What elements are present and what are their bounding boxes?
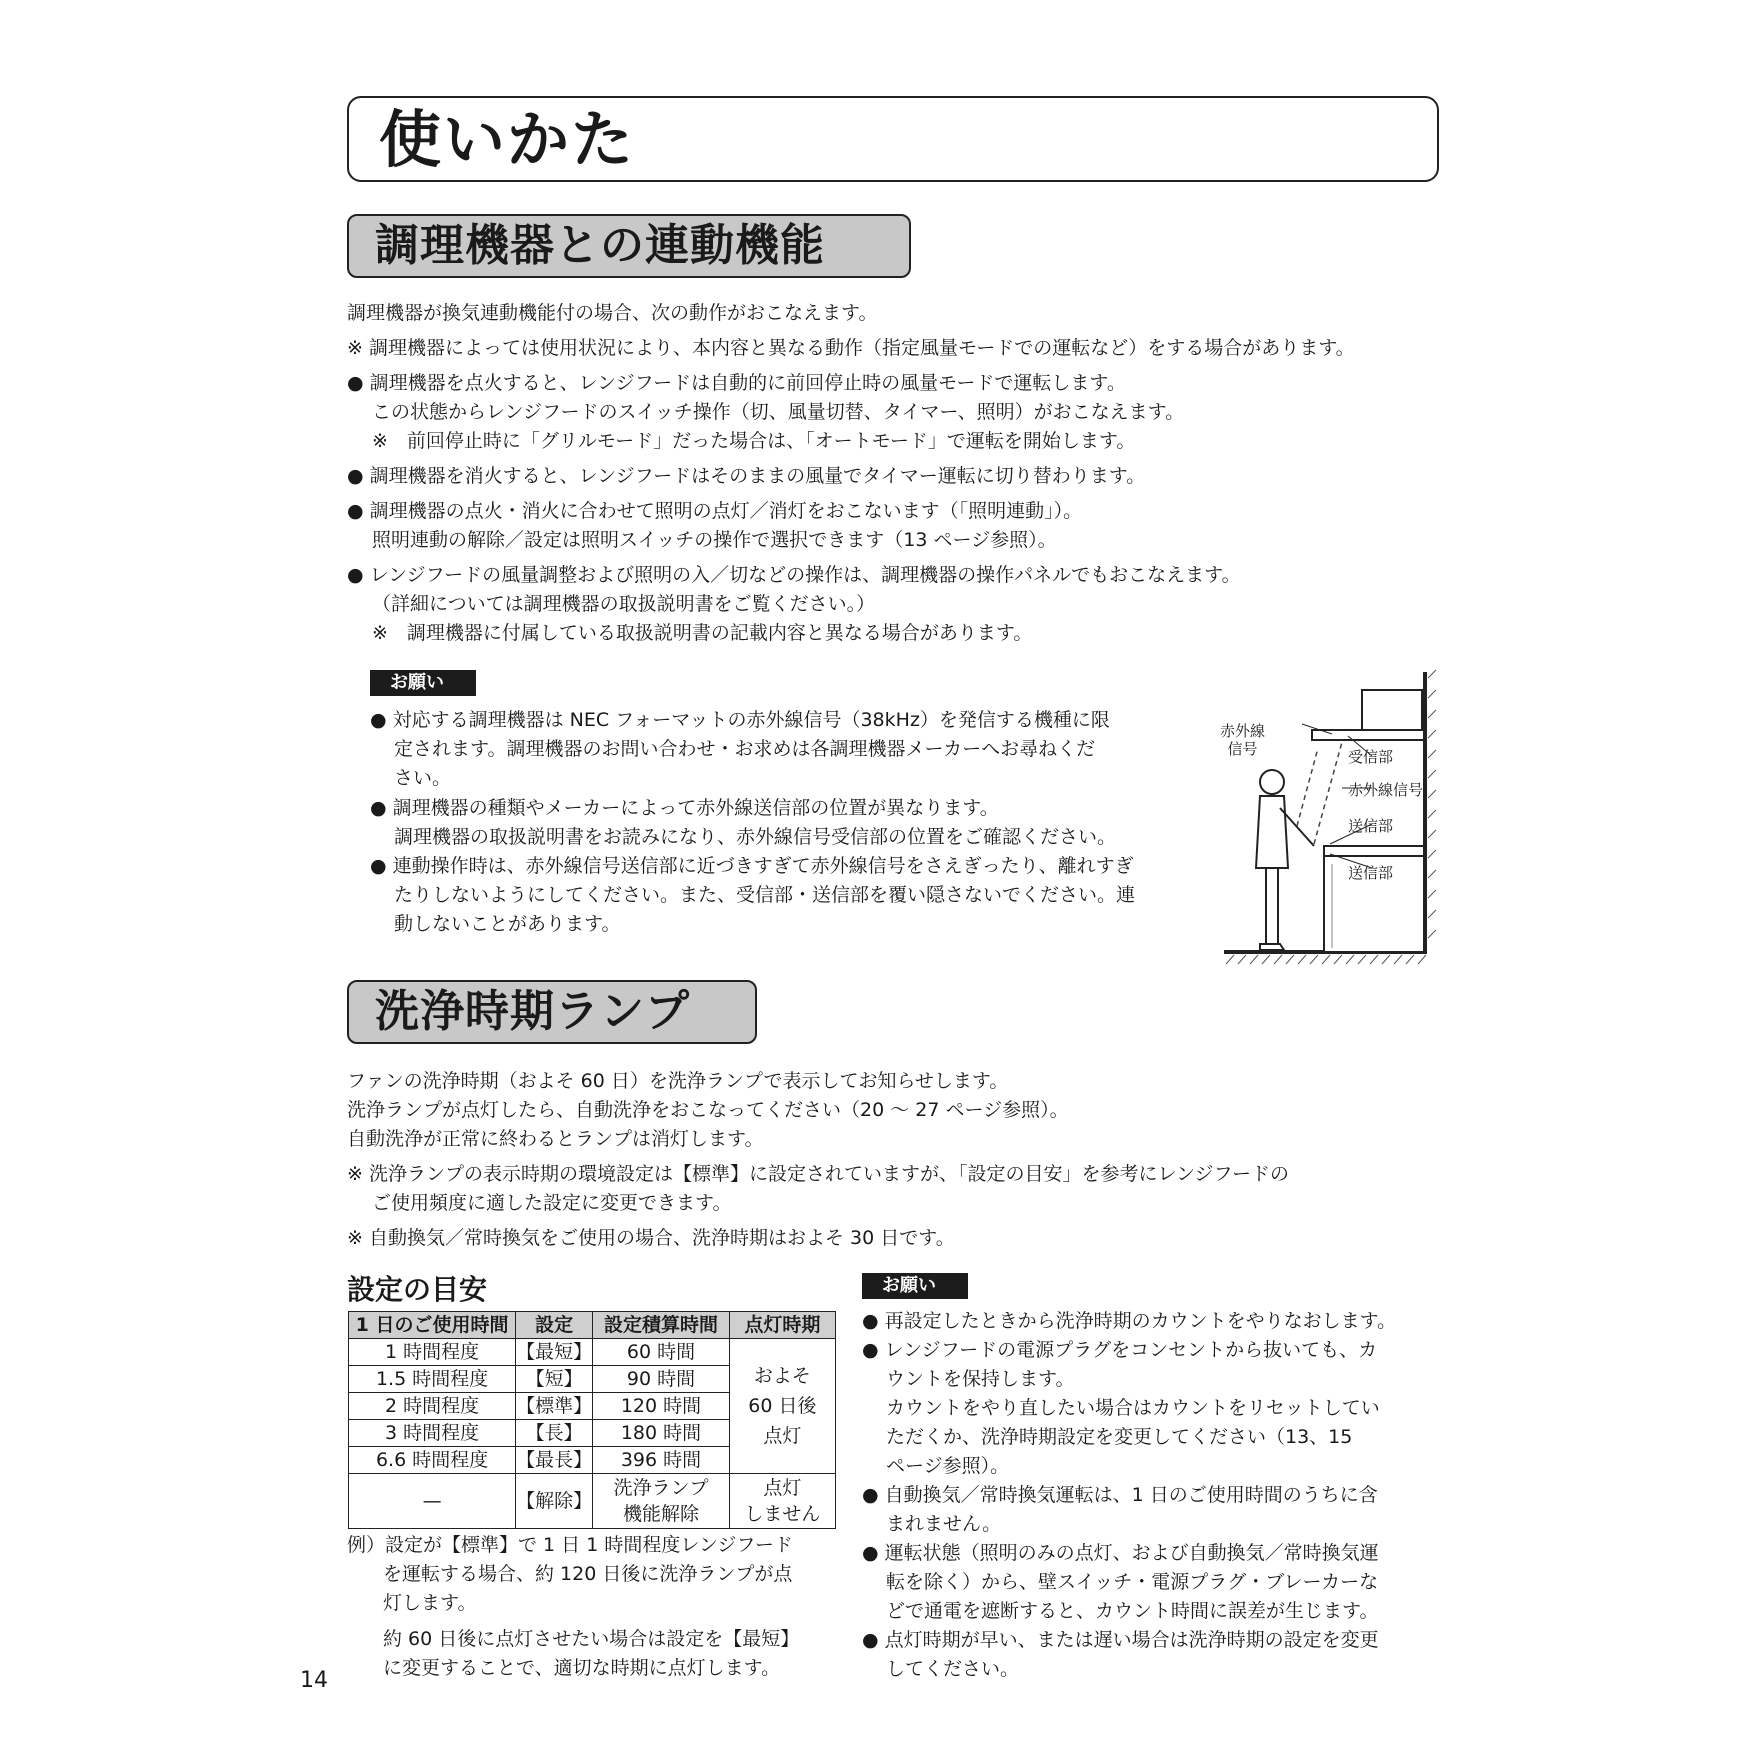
request-continuation: たりしないようにしてください。また、受信部・送信部を覆い隠さないでください。連: [394, 884, 1136, 906]
page-number: 14: [300, 1668, 328, 1693]
request-item: ● 調理機器の種類やメーカーによって赤外線送信部の位置が異なります。: [370, 797, 999, 819]
request-item: ● レンジフードの電源プラグをコンセントから抜いても、カ: [862, 1339, 1378, 1361]
cell-usage: 6.6 時間程度: [349, 1447, 516, 1474]
request-continuation: カウントをやり直したい場合はカウントをリセットしてい: [886, 1397, 1380, 1419]
request-continuation: 定されます。調理機器のお問い合わせ・お求めは各調理機器メーカーへお尋ねくだ: [394, 738, 1096, 760]
cell-usage: —: [349, 1474, 516, 1529]
request-continuation: 転を除く）から、壁スイッチ・電源プラグ・ブレーカーな: [886, 1571, 1379, 1593]
request-continuation: 調理機器の取扱説明書をお読みになり、赤外線信号受信部の位置をご確認ください。: [394, 826, 1117, 848]
request-continuation: ページ参照）。: [886, 1455, 1010, 1477]
request-item: ● 再設定したときから洗浄時期のカウントをやりなおします。: [862, 1310, 1397, 1332]
diagram-label-receiver: 受信部: [1348, 748, 1394, 766]
request-item: ● 連動操作時は、赤外線信号送信部に近づきすぎて赤外線信号をさえぎったり、離れすぎ: [370, 855, 1134, 877]
bullet-continuation: 照明連動の解除／設定は照明スイッチの操作で選択できます（13 ページ参照）。: [372, 529, 1057, 551]
request-badge: お願い: [370, 670, 476, 696]
cell-setting: 【解除】: [516, 1474, 593, 1529]
cell-usage: 1.5 時間程度: [349, 1366, 516, 1393]
body-text: ファンの洗浄時期（およそ 60 日）を洗浄ランプで表示してお知らせします。: [347, 1070, 1009, 1092]
bullet-continuation: （詳細については調理機器の取扱説明書をご覧ください。）: [372, 593, 876, 615]
cell-setting: 【長】: [516, 1420, 593, 1447]
note-continuation: ご使用頻度に適した設定に変更できます。: [372, 1192, 732, 1214]
cell-hours: 180 時間: [593, 1420, 730, 1447]
request-item: ● 点灯時期が早い、または遅い場合は洗浄時期の設定を変更: [862, 1629, 1379, 1651]
request-item: ● 運転状態（照明のみの点灯、および自動換気／常時換気運: [862, 1542, 1379, 1564]
table-header-row: [349, 1312, 836, 1339]
table-title: 設定の目安: [347, 1273, 488, 1306]
table-row: [349, 1474, 836, 1529]
cell-setting: 【標準】: [516, 1393, 593, 1420]
example-text: 例）設定が【標準】で 1 日 1 時間程度レンジフード: [347, 1534, 793, 1556]
request-continuation: どで通電を遮断すると、カウント時間に誤差が生じます。: [886, 1600, 1379, 1622]
header-setting: 設定: [516, 1312, 593, 1339]
header-usage: 1 日のご使用時間: [349, 1312, 516, 1339]
cell-hours: 洗浄ランプ 機能解除: [593, 1474, 730, 1529]
bullet-continuation: この状態からレンジフードのスイッチ操作（切、風量切替、タイマー、照明）がおこなえます。: [372, 401, 1185, 423]
cell-timing: 点灯 しません: [729, 1474, 835, 1529]
example-text: 約 60 日後に点灯させたい場合は設定を【最短】: [383, 1628, 800, 1650]
body-text: 自動洗浄が正常に終わるとランプは消灯します。: [347, 1128, 764, 1150]
cell-hours: 60 時間: [593, 1339, 730, 1366]
cell-usage: 3 時間程度: [349, 1420, 516, 1447]
note-text: ※ 前回停止時に「グリルモード」だった場合は、「オートモード」で運転を開始します。: [372, 430, 1136, 452]
page-title-box: [347, 96, 1439, 182]
cell-hours: 120 時間: [593, 1393, 730, 1420]
note-text: ※ 調理機器によっては使用状況により、本内容と異なる動作（指定風量モードでの運転など）をする場合があります。: [347, 337, 1355, 359]
cell-hours: 396 時間: [593, 1447, 730, 1474]
request-continuation: 動しないことがあります。: [394, 913, 621, 935]
request-continuation: さい。: [394, 767, 452, 789]
cell-setting: 【最長】: [516, 1447, 593, 1474]
request-badge: お願い: [862, 1273, 968, 1299]
cell-timing-merged: およそ 60 日後 点灯: [729, 1339, 835, 1474]
cell-usage: 2 時間程度: [349, 1393, 516, 1420]
bullet-item: ● 調理機器を消火すると、レンジフードはそのままの風量でタイマー運転に切り替わります。: [347, 465, 1146, 487]
section-heading-interlock: 調理機器との連動機能: [347, 214, 911, 278]
request-continuation: まれません。: [886, 1513, 1002, 1535]
request-continuation: してください。: [886, 1658, 1020, 1680]
note-text: ※ 調理機器に付属している取扱説明書の記載内容と異なる場合があります。: [372, 622, 1033, 644]
settings-table: [348, 1311, 836, 1529]
cell-hours: 90 時間: [593, 1366, 730, 1393]
example-text: 灯します。: [383, 1592, 477, 1614]
header-hours: 設定積算時間: [593, 1312, 730, 1339]
header-timing: 点灯時期: [729, 1312, 835, 1339]
kitchen-illustration: [1222, 668, 1442, 968]
table-row: [349, 1339, 836, 1366]
cell-usage: 1 時間程度: [349, 1339, 516, 1366]
request-continuation: ただくか、洗浄時期設定を変更してください（13、15: [886, 1426, 1353, 1448]
bullet-item: ● レンジフードの風量調整および照明の入／切などの操作は、調理機器の操作パネルでもおこなえます。: [347, 564, 1241, 586]
diagram-label-transmitter: 送信部: [1348, 864, 1394, 882]
note-text: ※ 自動換気／常時換気をご使用の場合、洗浄時期はおよそ 30 日です。: [347, 1227, 955, 1249]
request-continuation: ウントを保持します。: [886, 1368, 1075, 1390]
diagram-label-ir-signal-right: 赤外線信号: [1348, 781, 1424, 799]
cell-setting: 【短】: [516, 1366, 593, 1393]
note-text: ※ 洗浄ランプの表示時期の環境設定は【標準】に設定されていますが、「設定の目安」を参考にレンジフードの: [347, 1163, 1289, 1185]
body-text: 洗浄ランプが点灯したら、自動洗浄をおこなってください（20 ～ 27 ページ参照）。: [347, 1099, 1069, 1121]
page-title: 使いかた: [379, 103, 636, 176]
diagram-label-ir-signal: 赤外線 信号: [1220, 722, 1266, 758]
request-item: ● 自動換気／常時換気運転は、1 日のご使用時間のうちに含: [862, 1484, 1378, 1506]
example-text: に変更することで、適切な時期に点灯します。: [383, 1657, 781, 1679]
cell-setting: 【最短】: [516, 1339, 593, 1366]
body-text: 調理機器が換気連動機能付の場合、次の動作がおこなえます。: [347, 302, 878, 324]
example-text: を運転する場合、約 120 日後に洗浄ランプが点: [383, 1563, 793, 1585]
section-heading-cleaning-lamp: 洗浄時期ランプ: [347, 980, 757, 1044]
bullet-item: ● 調理機器を点火すると、レンジフードは自動的に前回停止時の風量モードで運転します。: [347, 372, 1126, 394]
request-item: ● 対応する調理機器は NEC フォーマットの赤外線信号（38kHz）を発信する機種に限: [370, 709, 1110, 731]
diagram-label-transmitter: 送信部: [1348, 817, 1394, 835]
bullet-item: ● 調理機器の点火・消火に合わせて照明の点灯／消灯をおこないます（「照明連動」）。: [347, 500, 1083, 522]
